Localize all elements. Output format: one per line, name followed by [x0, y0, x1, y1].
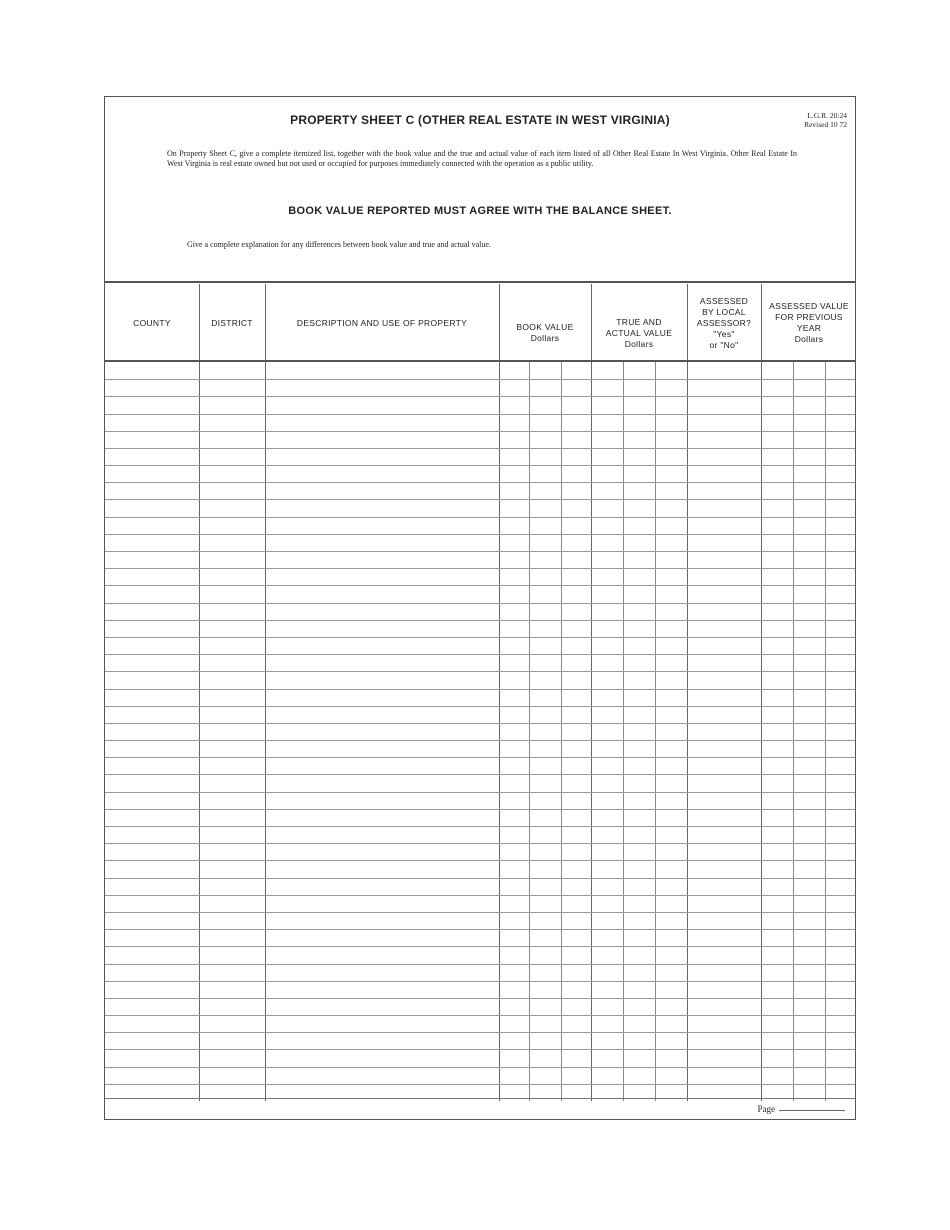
table-row — [105, 929, 855, 930]
table-row — [105, 568, 855, 569]
column-divider — [499, 284, 500, 1101]
table-row — [105, 534, 855, 535]
table-row — [105, 1015, 855, 1016]
table-row — [105, 843, 855, 844]
instructions-text: On Property Sheet C, give a complete itemized list, together with the book value and the true and actual value of each item listed of all Other Real Estate In West Virginia. Other Real Estate In West Virginia is real estate owned but not used or occupied for purposes immediately connected with the operation as a public utility. — [167, 149, 797, 168]
table-row — [105, 637, 855, 638]
subcolumn-divider — [825, 362, 826, 1101]
table-row — [105, 946, 855, 947]
table-row — [105, 1084, 855, 1085]
header-description: DESCRIPTION AND USE OF PROPERTY — [296, 317, 468, 328]
table-row — [105, 912, 855, 913]
table-row — [105, 998, 855, 999]
table-row — [105, 1067, 855, 1068]
table-row — [105, 1049, 855, 1050]
table-row — [105, 689, 855, 690]
table-row — [105, 1032, 855, 1033]
property-sheet-form — [104, 96, 856, 1120]
table-row — [105, 757, 855, 758]
table-row — [105, 826, 855, 827]
table-row — [105, 964, 855, 965]
balance-sheet-notice: BOOK VALUE REPORTED MUST AGREE WITH THE BALANCE SHEET. — [288, 205, 672, 217]
explanation-note: Give a complete explanation for any differences between book value and true and actual value. — [187, 240, 491, 249]
page-number-label: Page — [757, 1104, 775, 1114]
table-row — [105, 654, 855, 655]
table-row — [105, 517, 855, 518]
header-true-value: TRUE AND ACTUAL VALUE Dollars — [605, 316, 673, 349]
table-row — [105, 981, 855, 982]
table-row — [105, 895, 855, 896]
table-row — [105, 671, 855, 672]
column-divider — [265, 284, 266, 1101]
table-row — [105, 860, 855, 861]
table-row — [105, 878, 855, 879]
form-revised: Revised 10 72 — [804, 120, 847, 129]
table-row — [105, 414, 855, 415]
table-row — [105, 431, 855, 432]
table-row — [105, 482, 855, 483]
header-book-value: BOOK VALUE Dollars — [516, 322, 574, 343]
table-row — [105, 448, 855, 449]
form-code: L.G.R. 20:24 — [807, 111, 847, 120]
page-number-field[interactable] — [779, 1110, 845, 1111]
subcolumn-divider — [623, 362, 624, 1101]
table-row — [105, 465, 855, 466]
table-row — [105, 723, 855, 724]
table-row — [105, 396, 855, 397]
table-row — [105, 774, 855, 775]
page-title: PROPERTY SHEET C (OTHER REAL ESTATE IN WEST VIRGINIA) — [290, 113, 670, 127]
subcolumn-divider — [561, 362, 562, 1101]
header-district: DISTRICT — [211, 317, 253, 328]
subcolumn-divider — [529, 362, 530, 1101]
footer-divider — [105, 1098, 855, 1099]
table-row — [105, 499, 855, 500]
column-divider — [591, 284, 592, 1101]
column-divider — [199, 284, 200, 1101]
table-row — [105, 585, 855, 586]
subcolumn-divider — [793, 362, 794, 1101]
table-row — [105, 809, 855, 810]
table-row — [105, 792, 855, 793]
column-divider — [687, 284, 688, 1101]
table-row — [105, 379, 855, 380]
table-row — [105, 706, 855, 707]
table-row — [105, 620, 855, 621]
subcolumn-divider — [655, 362, 656, 1101]
column-divider — [761, 284, 762, 1101]
section-divider — [105, 281, 855, 283]
header-assessed-previous: ASSESSED VALUE FOR PREVIOUS YEAR Dollars — [769, 301, 849, 344]
table-row — [105, 603, 855, 604]
header-divider — [105, 360, 855, 362]
table-row — [105, 551, 855, 552]
table-row — [105, 740, 855, 741]
header-assessed-local: ASSESSED BY LOCAL ASSESSOR? "Yes" or "No" — [696, 295, 752, 350]
header-county: COUNTY — [133, 317, 171, 328]
